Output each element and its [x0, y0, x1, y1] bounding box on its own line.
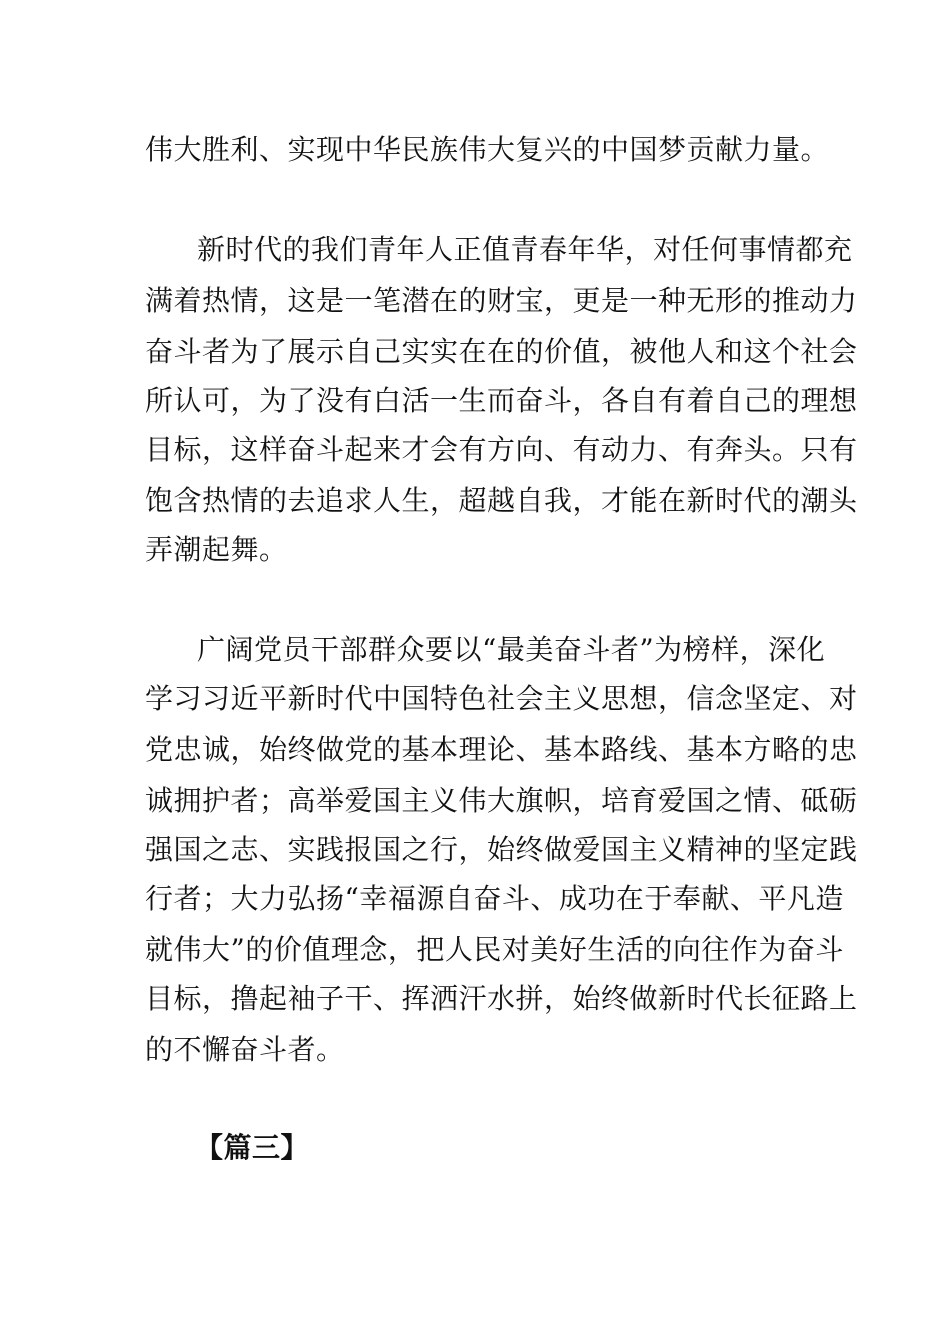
paragraph-3-line-6: 行者；大力弘扬“幸福源自奋斗、成功在于奉献、平凡造	[145, 882, 844, 915]
paragraph-3-line-1: 广阔党员干部群众要以“最美奋斗者”为榜样，深化	[197, 633, 826, 666]
paragraph-1-line-1: 伟大胜利、实现中华民族伟大复兴的中国梦贡献力量。	[145, 133, 830, 166]
paragraph-3-line-3: 党忠诚，始终做党的基本理论、基本路线、基本方略的忠	[145, 733, 858, 766]
paragraph-2-line-3: 奋斗者为了展示自己实实在在的价值，被他人和这个社会	[145, 335, 858, 368]
paragraph-3-line-8: 目标，撸起袖子干、挥洒汗水拼，始终做新时代长征路上	[145, 982, 858, 1015]
paragraph-2-line-4: 所认可，为了没有白活一生而奋斗，各自有着自己的理想	[145, 384, 858, 417]
paragraph-2-line-2: 满着热情，这是一笔潜在的财宝，更是一种无形的推动力	[145, 284, 858, 317]
paragraph-3-line-9: 的不懈奋斗者。	[145, 1033, 345, 1066]
paragraph-2-line-5: 目标，这样奋斗起来才会有方向、有动力、有奔头。只有	[145, 433, 858, 466]
paragraph-3-line-7: 就伟大”的价值理念，把人民对美好生活的向往作为奋斗	[145, 933, 844, 966]
paragraph-3-line-4: 诚拥护者；高举爱国主义伟大旗帜，培育爱国之情、砥砺	[145, 784, 858, 817]
paragraph-3-line-5: 强国之志、实践报国之行，始终做爱国主义精神的坚定践	[145, 833, 858, 866]
paragraph-2-line-1: 新时代的我们青年人正值青春年华，对任何事情都充	[197, 233, 853, 266]
paragraph-3-line-2: 学习习近平新时代中国特色社会主义思想，信念坚定、对	[145, 682, 858, 715]
paragraph-2-line-6: 饱含热情的去追求人生，超越自我，才能在新时代的潮头	[145, 484, 858, 517]
section-heading: 【篇三】	[195, 1131, 310, 1164]
paragraph-2-line-7: 弄潮起舞。	[145, 533, 288, 566]
